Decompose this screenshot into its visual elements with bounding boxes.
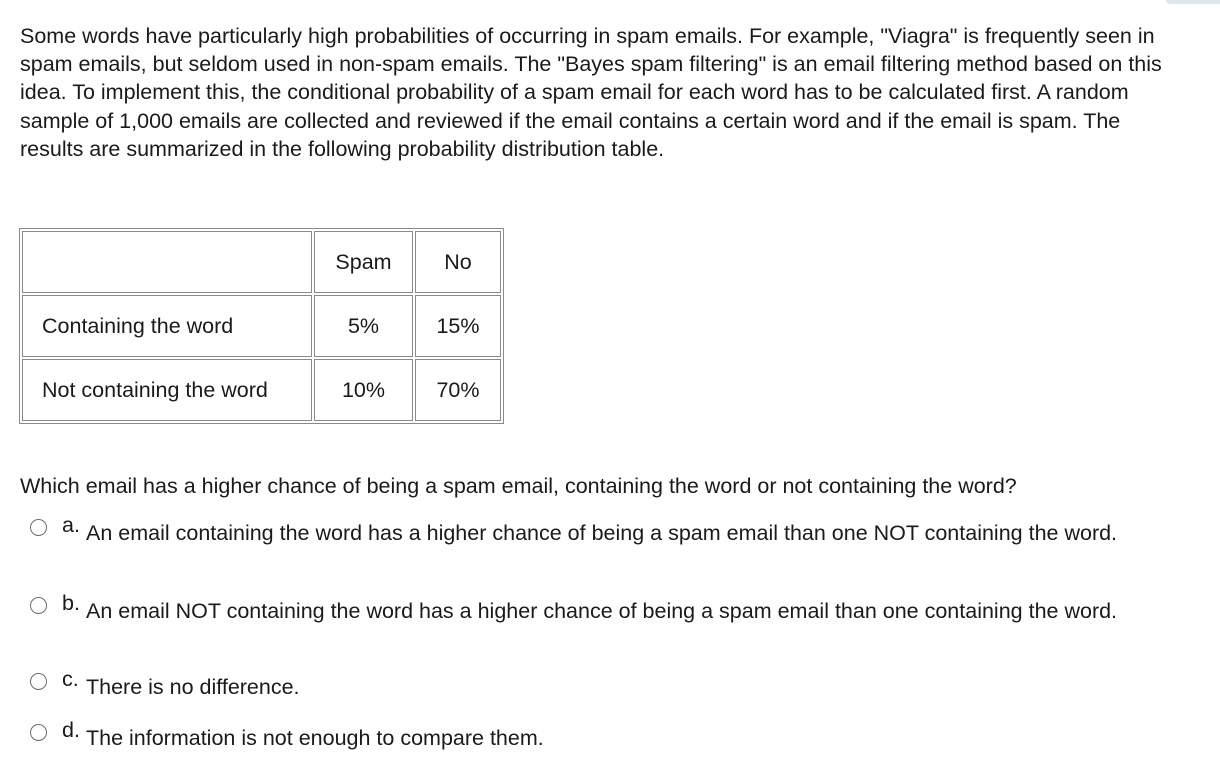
choice-text-b: An email NOT containing the word has a higher chance of being a spam email than one containing the word.: [86, 599, 1118, 623]
choice-letter-c: c.: [62, 667, 79, 691]
question-text: Which email has a higher chance of being a spam email, containing the word or not containing the word?: [20, 474, 1017, 498]
choice-letter-b: b.: [62, 591, 80, 615]
choice-letter-a: a.: [62, 513, 80, 537]
problem-statement: Some words have particularly high probabilities of occurring in spam emails. For example, "Viagra" is frequently seen in spam emails, but seldom used in non-spam emails. The "Bayes spam filtering" is an email filtering method based on this idea. To implement this, the conditional probability of a spam email for each word has to be calculated first. A random sample of 1,000 emails are collected and reviewed if the email contains a certain word and if the email is spam. The results are summarized in the following probability distribution table.: [20, 24, 1162, 161]
table-row-label: Containing the word: [22, 295, 312, 357]
table-header-cell: No: [415, 231, 501, 293]
choice-letter-d: d.: [62, 718, 80, 742]
radio-button-d[interactable]: [30, 724, 47, 741]
corner-tab: [1166, 0, 1220, 4]
radio-button-b[interactable]: [30, 597, 47, 614]
choice-text-a: An email containing the word has a higher chance of being a spam email than one NOT containing the word.: [86, 521, 1118, 545]
table-cell: 5%: [314, 295, 413, 357]
table-row-label: Not containing the word: [22, 359, 312, 421]
radio-button-a[interactable]: [30, 519, 47, 536]
table-header-row: [22, 231, 501, 293]
table-row: [22, 359, 501, 421]
table-header-cell: [22, 231, 312, 293]
table-cell: 15%: [415, 295, 501, 357]
radio-button-c[interactable]: [30, 673, 47, 690]
table-header-cell: Spam: [314, 231, 413, 293]
table-cell: 70%: [415, 359, 501, 421]
table-row: [22, 295, 501, 357]
choice-text-d: The information is not enough to compare them.: [86, 726, 544, 750]
probability-table: [19, 228, 504, 424]
table-cell: 10%: [314, 359, 413, 421]
choice-text-c: There is no difference.: [86, 675, 300, 699]
